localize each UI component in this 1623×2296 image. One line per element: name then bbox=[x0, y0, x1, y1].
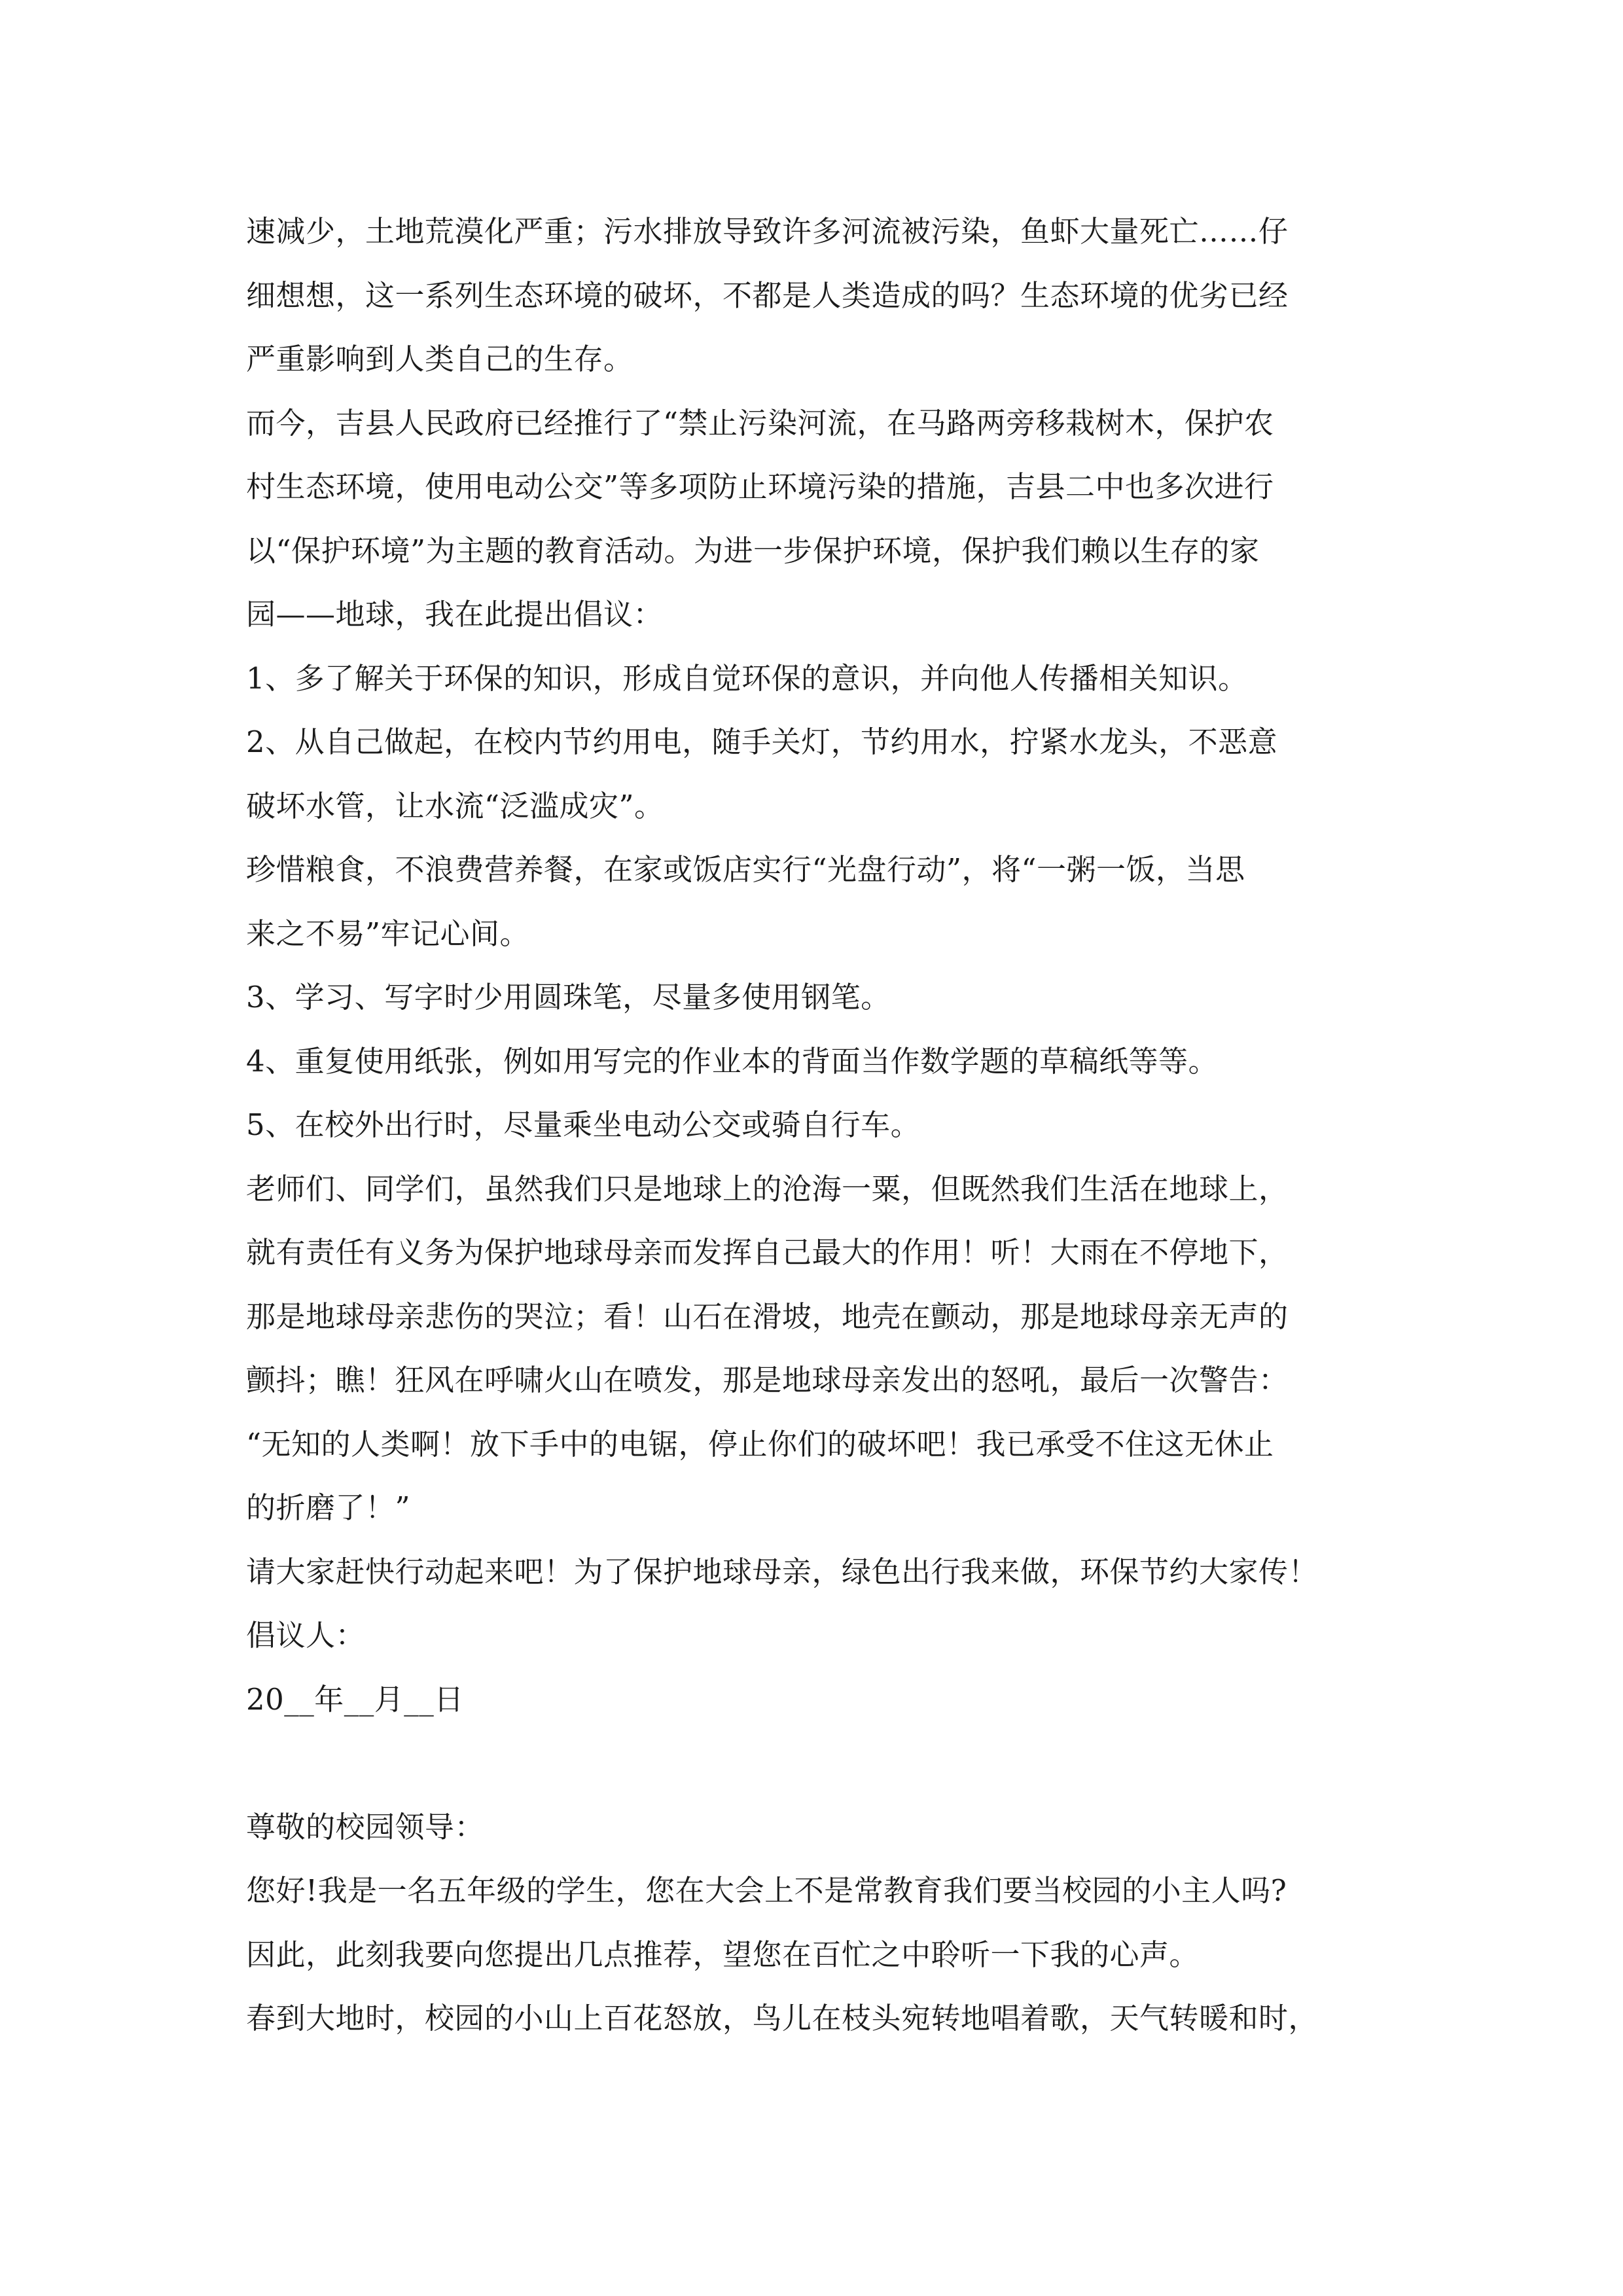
paragraph-line: 那是地球母亲悲伤的哭泣；看！山石在滑坡，地壳在颤动，那是地球母亲无声的 bbox=[246, 1299, 1289, 1334]
list-item: 2、从自己做起，在校内节约用电，随手关灯，节约用水，拧紧水龙头，不恶意 bbox=[246, 725, 1278, 759]
list-item: 3、学习、写字时少用圆珠笔，尽量多使用钢笔。 bbox=[246, 980, 891, 1014]
section-gap bbox=[246, 1731, 1398, 1795]
letter-line: 春到大地时，校园的小山上百花怒放，鸟儿在枝头宛转地唱着歌，天气转暖和时， bbox=[246, 2001, 1319, 2036]
paragraph-line: 珍惜粮食，不浪费营养餐，在家或饭店实行“光盘行动”，将“一粥一饭，当思 bbox=[246, 852, 1245, 887]
paragraph-line: 来之不易”牢记心间。 bbox=[246, 916, 530, 951]
paragraph-line: 园——地球，我在此提出倡议： bbox=[246, 597, 664, 632]
list-item: 破坏水管，让水流“泛滥成灾”。 bbox=[246, 788, 664, 823]
date-line: 20__年__月__日 bbox=[246, 1681, 464, 1717]
paragraph-line: 老师们、同学们，虽然我们只是地球上的沧海一粟，但既然我们生活在地球上， bbox=[246, 1171, 1289, 1206]
signature-label: 倡议人： bbox=[246, 1618, 366, 1653]
paragraph-line: 细想想，这一系列生态环境的破坏，不都是人类造成的吗？生态环境的优劣已经 bbox=[246, 278, 1289, 313]
letter-line: 您好!我是一名五年级的学生，您在大会上不是常教育我们要当校园的小主人吗? bbox=[246, 1873, 1287, 1908]
letter-line: 因此，此刻我要向您提出几点推荐，望您在百忙之中聆听一下我的心声。 bbox=[246, 1937, 1200, 1972]
list-item: 5、在校外出行时，尽量乘坐电动公交或骑自行车。 bbox=[246, 1107, 921, 1142]
document-body bbox=[246, 200, 1398, 2051]
paragraph-line: 请大家赶快行动起来吧！为了保护地球母亲，绿色出行我来做，环保节约大家传！ bbox=[246, 1554, 1319, 1589]
paragraph-line: “无知的人类啊！放下手中的电锯，停止你们的破坏吧！我已承受不住这无休止 bbox=[246, 1426, 1274, 1462]
letter-salutation: 尊敬的校园领导： bbox=[246, 1809, 485, 1844]
paragraph-line: 严重影响到人类自己的生存。 bbox=[246, 342, 633, 376]
paragraph-line: 的折磨了！” bbox=[246, 1490, 411, 1525]
paragraph-line: 就有责任有义务为保护地球母亲而发挥自己最大的作用！听！大雨在不停地下， bbox=[246, 1235, 1289, 1270]
list-item: 1、多了解关于环保的知识，形成自觉环保的意识，并向他人传播相关知识。 bbox=[246, 660, 1248, 696]
paragraph-line: 村生态环境，使用电动公交”等多项防止环境污染的措施，吉县二中也多次进行 bbox=[246, 469, 1274, 504]
paragraph-line: 速减少，土地荒漠化严重；污水排放导致许多河流被污染，鱼虾大量死亡……仔 bbox=[246, 214, 1289, 249]
paragraph-line: 以“保护环境”为主题的教育活动。为进一步保护环境，保护我们赖以生存的家 bbox=[246, 533, 1260, 568]
paragraph-line: 颤抖；瞧！狂风在呼啸火山在喷发，那是地球母亲发出的怒吼，最后一次警告： bbox=[246, 1363, 1289, 1397]
list-item: 4、重复使用纸张，例如用写完的作业本的背面当作数学题的草稿纸等等。 bbox=[246, 1043, 1219, 1079]
paragraph-line: 而今，吉县人民政府已经推行了“禁止污染河流，在马路两旁移栽树木，保护农 bbox=[246, 405, 1274, 440]
